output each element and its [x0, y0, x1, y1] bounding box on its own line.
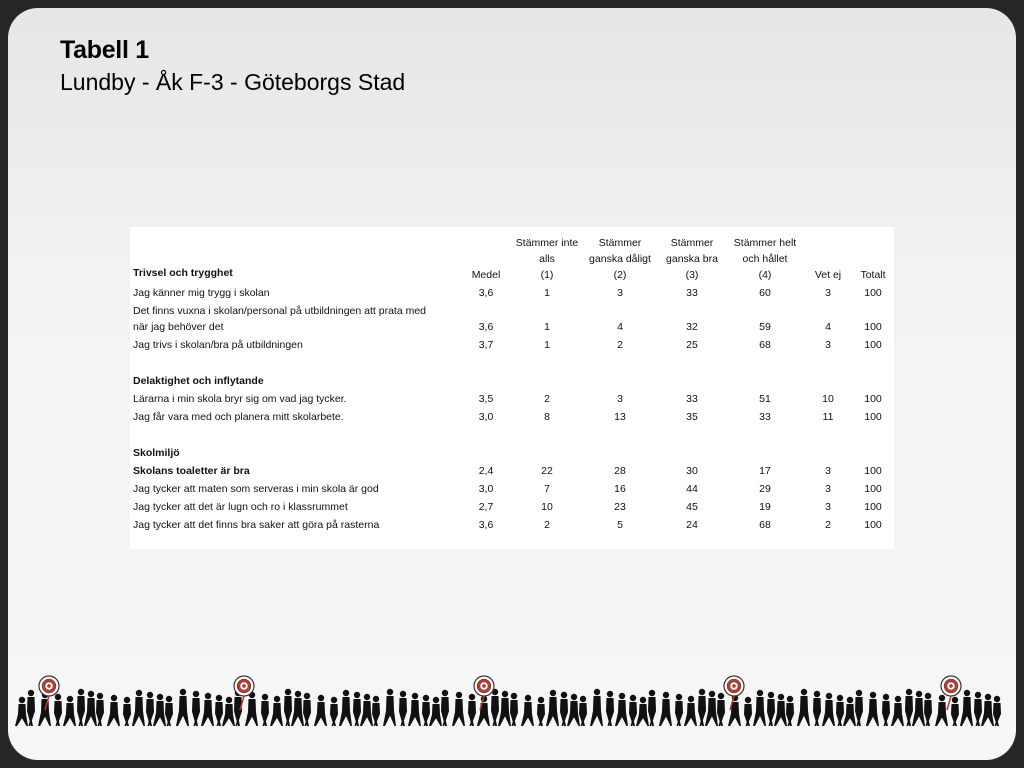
person-silhouette	[974, 692, 982, 726]
value-3: 25	[686, 339, 698, 351]
person-silhouette	[935, 695, 948, 726]
person-silhouette	[107, 695, 120, 726]
person-silhouette	[744, 697, 752, 726]
person-silhouette	[498, 691, 511, 726]
value-4: 51	[759, 393, 771, 405]
value-4: 60	[759, 287, 771, 299]
person-silhouette	[192, 691, 200, 726]
person-silhouette	[675, 694, 683, 726]
question-label: Det finns vuxna i skolan/personal på utbildningen att prata med när jag behöver det	[133, 305, 427, 333]
person-silhouette	[215, 695, 223, 726]
question-label: Jag tycker att maten som serveras i min skola är god	[133, 483, 379, 495]
person-silhouette	[822, 693, 835, 726]
person-silhouette	[176, 689, 189, 726]
value-2: 4	[617, 321, 623, 333]
person-silhouette	[15, 697, 28, 726]
table-row	[130, 515, 894, 533]
table-row	[130, 283, 894, 301]
question-label: Jag tycker att det finns bra saker att göra på rasterna	[133, 519, 380, 531]
person-silhouette	[698, 689, 706, 726]
header-medel: Medel	[471, 269, 501, 281]
person-silhouette	[717, 693, 725, 726]
person-silhouette	[330, 697, 338, 726]
person-silhouette	[84, 691, 97, 726]
person-silhouette	[993, 696, 1001, 726]
person-silhouette	[284, 689, 292, 726]
person-silhouette	[303, 693, 311, 726]
footer-decoration	[8, 668, 1016, 738]
page-title: Tabell 1	[60, 36, 149, 64]
person-silhouette	[222, 697, 235, 726]
person-silhouette	[767, 692, 775, 726]
person-silhouette	[27, 690, 35, 726]
person-silhouette	[339, 690, 352, 726]
vetej-value: 4	[825, 321, 831, 333]
survey-table	[130, 227, 894, 533]
value-3: 24	[686, 519, 698, 531]
medel-value: 3,0	[478, 483, 494, 495]
value-4: 68	[759, 519, 771, 531]
person-silhouette	[441, 690, 449, 726]
vetej-value: 3	[825, 483, 831, 495]
table-row	[130, 335, 894, 353]
value-2: 13	[614, 411, 626, 423]
person-silhouette	[855, 690, 863, 726]
person-silhouette	[165, 696, 173, 726]
header-col-4: Stämmer helt och hållet (4)	[733, 237, 797, 281]
person-silhouette	[96, 693, 104, 726]
person-silhouette	[951, 697, 959, 726]
total-value: 100	[864, 393, 882, 405]
vetej-value: 10	[822, 393, 834, 405]
value-1: 2	[544, 393, 550, 405]
person-silhouette	[54, 694, 62, 726]
person-silhouette	[786, 696, 794, 726]
person-silhouette	[560, 692, 568, 726]
vetej-value: 3	[825, 339, 831, 351]
table-header-row	[130, 227, 894, 283]
person-silhouette	[291, 691, 304, 726]
medel-value: 3,0	[478, 411, 494, 423]
value-4: 17	[759, 465, 771, 477]
value-4: 68	[759, 339, 771, 351]
person-silhouette	[813, 691, 821, 726]
person-silhouette	[636, 697, 649, 726]
person-silhouette	[63, 696, 76, 726]
section-header-trivsel: Trivsel och trygghet	[133, 267, 233, 279]
person-silhouette	[383, 689, 396, 726]
medel-value: 2,4	[478, 465, 494, 477]
question-label: Jag känner mig trygg i skolan	[133, 287, 270, 299]
value-4: 33	[759, 411, 771, 423]
value-4: 19	[759, 501, 771, 513]
person-silhouette	[843, 697, 856, 726]
table-row	[130, 407, 894, 425]
person-silhouette	[353, 692, 361, 726]
person-silhouette	[521, 695, 534, 726]
vetej-value: 3	[825, 465, 831, 477]
spacer-row	[130, 353, 894, 371]
person-silhouette	[201, 693, 214, 726]
total-value: 100	[864, 519, 882, 531]
value-3: 44	[686, 483, 698, 495]
total-value: 100	[864, 339, 882, 351]
question-label: Skolans toaletter är bra	[133, 465, 250, 477]
question-label: Lärarna i min skola bryr sig om vad jag tycker.	[133, 393, 347, 405]
value-1: 7	[544, 483, 550, 495]
person-silhouette	[659, 692, 672, 726]
table-row	[130, 301, 894, 335]
header-col-2: Stämmer ganska dåligt (2)	[589, 237, 651, 281]
person-silhouette	[579, 696, 587, 726]
vetej-value: 11	[822, 411, 834, 423]
person-silhouette	[774, 694, 787, 726]
vetej-value: 3	[825, 287, 831, 299]
medel-value: 3,6	[478, 321, 494, 333]
person-silhouette	[606, 691, 614, 726]
person-silhouette	[836, 695, 844, 726]
section-row	[130, 443, 894, 461]
person-silhouette	[981, 694, 994, 726]
table-row	[130, 461, 894, 479]
value-1: 8	[544, 411, 550, 423]
person-silhouette	[924, 693, 932, 726]
value-3: 45	[686, 501, 698, 513]
header-col-3: Stämmer ganska bra (3)	[666, 237, 718, 281]
header-col-1: Stämmer inte alls (1)	[515, 237, 579, 281]
value-4: 29	[759, 483, 771, 495]
value-1: 1	[544, 321, 550, 333]
medel-value: 2,7	[478, 501, 494, 513]
section-header-skolmiljo: Skolmiljö	[133, 447, 180, 459]
person-silhouette	[882, 694, 890, 726]
walking-people-silhouettes	[15, 689, 1001, 726]
person-silhouette	[270, 696, 283, 726]
value-3: 35	[686, 411, 698, 423]
survey-table-container	[130, 227, 894, 549]
medel-value: 3,6	[478, 519, 494, 531]
person-silhouette	[123, 697, 131, 726]
person-silhouette	[629, 695, 637, 726]
table-row	[130, 497, 894, 515]
person-silhouette	[491, 689, 499, 726]
target-icons	[39, 676, 961, 710]
person-silhouette	[452, 692, 465, 726]
person-silhouette	[648, 690, 656, 726]
value-1: 22	[541, 465, 553, 477]
value-2: 28	[614, 465, 626, 477]
spacer-row	[130, 425, 894, 443]
person-silhouette	[77, 689, 85, 726]
section-row	[130, 371, 894, 389]
value-4: 59	[759, 321, 771, 333]
person-silhouette	[132, 690, 145, 726]
section-header-delaktighet: Delaktighet och inflytande	[133, 375, 264, 387]
value-3: 30	[686, 465, 698, 477]
medel-value: 3,5	[478, 393, 494, 405]
value-2: 2	[617, 339, 623, 351]
header-vetej: Vet ej	[814, 269, 842, 281]
total-value: 100	[864, 483, 882, 495]
total-value: 100	[864, 411, 882, 423]
person-silhouette	[245, 692, 258, 726]
person-silhouette	[905, 689, 913, 726]
person-silhouette	[684, 696, 697, 726]
person-silhouette	[537, 697, 545, 726]
value-2: 5	[617, 519, 623, 531]
person-silhouette	[705, 691, 718, 726]
person-silhouette	[546, 690, 559, 726]
value-2: 23	[614, 501, 626, 513]
person-silhouette	[567, 694, 580, 726]
person-silhouette	[590, 689, 603, 726]
person-silhouette	[146, 692, 154, 726]
person-silhouette	[797, 689, 810, 726]
person-silhouette	[615, 693, 628, 726]
header-totalt: Totalt	[860, 269, 886, 281]
value-1: 2	[544, 519, 550, 531]
value-3: 32	[686, 321, 698, 333]
person-silhouette	[422, 695, 430, 726]
person-silhouette	[468, 694, 476, 726]
total-value: 100	[864, 501, 882, 513]
value-1: 1	[544, 339, 550, 351]
value-2: 3	[617, 287, 623, 299]
table-row	[130, 479, 894, 497]
value-3: 33	[686, 287, 698, 299]
total-value: 100	[864, 287, 882, 299]
medel-value: 3,7	[478, 339, 494, 351]
question-label: Jag trivs i skolan/bra på utbildningen	[133, 339, 303, 351]
value-3: 33	[686, 393, 698, 405]
table-row	[130, 389, 894, 407]
person-silhouette	[408, 693, 421, 726]
person-silhouette	[314, 695, 327, 726]
person-silhouette	[153, 694, 166, 726]
question-label: Jag får vara med och planera mitt skolarbete.	[133, 411, 344, 423]
vetej-value: 2	[825, 519, 831, 531]
person-silhouette	[510, 693, 518, 726]
person-silhouette	[753, 690, 766, 726]
person-silhouette	[866, 692, 879, 726]
person-silhouette	[399, 691, 407, 726]
person-silhouette	[372, 696, 380, 726]
vetej-value: 3	[825, 501, 831, 513]
person-silhouette	[960, 690, 973, 726]
total-value: 100	[864, 465, 882, 477]
value-1: 1	[544, 287, 550, 299]
page-subtitle: Lundby - Åk F-3 - Göteborgs Stad	[60, 69, 406, 95]
value-2: 16	[614, 483, 626, 495]
person-silhouette	[728, 695, 741, 726]
person-silhouette	[360, 694, 373, 726]
slide	[8, 8, 1016, 760]
person-silhouette	[891, 696, 904, 726]
person-silhouette	[429, 697, 442, 726]
person-silhouette	[912, 691, 925, 726]
person-silhouette	[261, 694, 269, 726]
medel-value: 3,6	[478, 287, 494, 299]
value-1: 10	[541, 501, 553, 513]
total-value: 100	[864, 321, 882, 333]
value-2: 3	[617, 393, 623, 405]
question-label: Jag tycker att det är lugn och ro i klassrummet	[133, 501, 348, 513]
